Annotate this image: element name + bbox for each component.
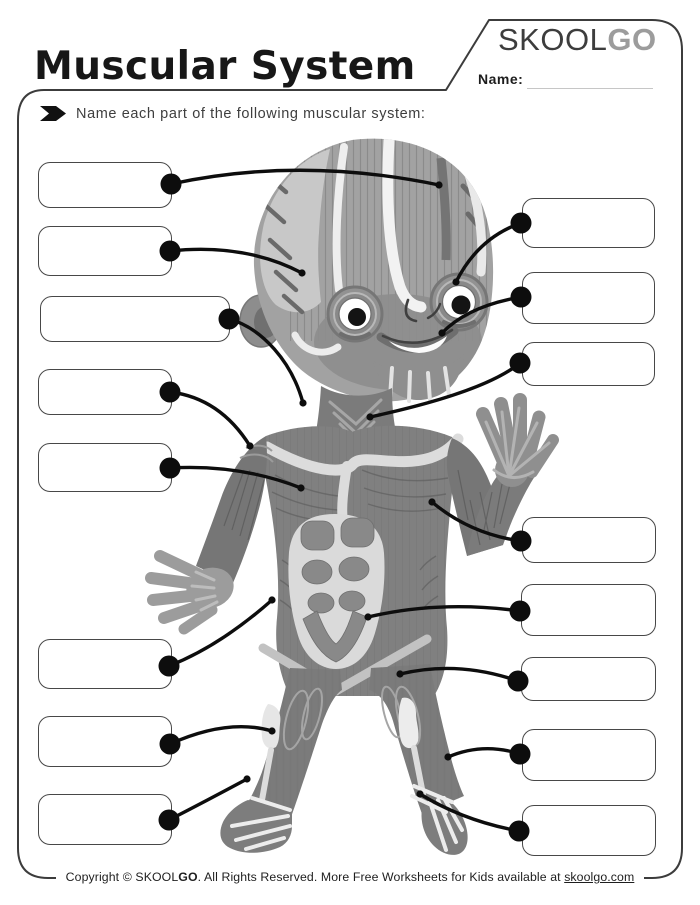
- answer-box-right-4[interactable]: [522, 517, 656, 563]
- answer-box-left-2[interactable]: [38, 226, 172, 276]
- footer-link-skoolgo[interactable]: skoolgo.com: [564, 870, 635, 884]
- tag-arrow-icon: [40, 105, 67, 122]
- answer-box-right-3[interactable]: [522, 342, 655, 386]
- answer-box-left-3[interactable]: [40, 296, 230, 342]
- answer-box-right-2[interactable]: [522, 272, 655, 324]
- answer-box-right-7[interactable]: [522, 729, 656, 781]
- answer-box-right-1[interactable]: [522, 198, 655, 248]
- left-eye: [328, 287, 382, 341]
- footer-brand: GO: [178, 870, 198, 884]
- left-foot: [220, 798, 292, 853]
- instruction-text: Name each part of the following muscular system:: [76, 105, 426, 122]
- logo-text-go: GO: [607, 22, 657, 57]
- instruction-row: [40, 105, 426, 122]
- answer-box-right-6[interactable]: [521, 657, 656, 701]
- answer-box-left-7[interactable]: [38, 716, 172, 767]
- footer-text: . All Rights Reserved. More Free Worksheets for Kids available at: [197, 870, 565, 884]
- name-label: Name:: [478, 71, 524, 87]
- right-hand: [483, 400, 553, 487]
- muscular-figure: [151, 136, 553, 855]
- page-title: Muscular System: [34, 44, 416, 90]
- answer-box-left-1[interactable]: [38, 162, 172, 208]
- answer-box-right-5[interactable]: [521, 584, 656, 636]
- name-write-line[interactable]: [527, 64, 653, 89]
- answer-box-left-4[interactable]: [38, 369, 172, 415]
- torso: [255, 420, 475, 705]
- answer-box-left-8[interactable]: [38, 794, 172, 845]
- answer-box-right-8[interactable]: [522, 805, 656, 856]
- footer: [0, 868, 700, 887]
- head: [254, 136, 495, 401]
- logo-text-skool: SKOOL: [498, 22, 608, 57]
- answer-box-left-6[interactable]: [38, 639, 172, 689]
- right-eye: [431, 274, 487, 330]
- footer-copyright: Copyright © SKOOL: [65, 870, 179, 884]
- skoolgo-logo: [498, 23, 657, 57]
- left-knee: [262, 704, 281, 748]
- answer-box-left-5[interactable]: [38, 443, 172, 492]
